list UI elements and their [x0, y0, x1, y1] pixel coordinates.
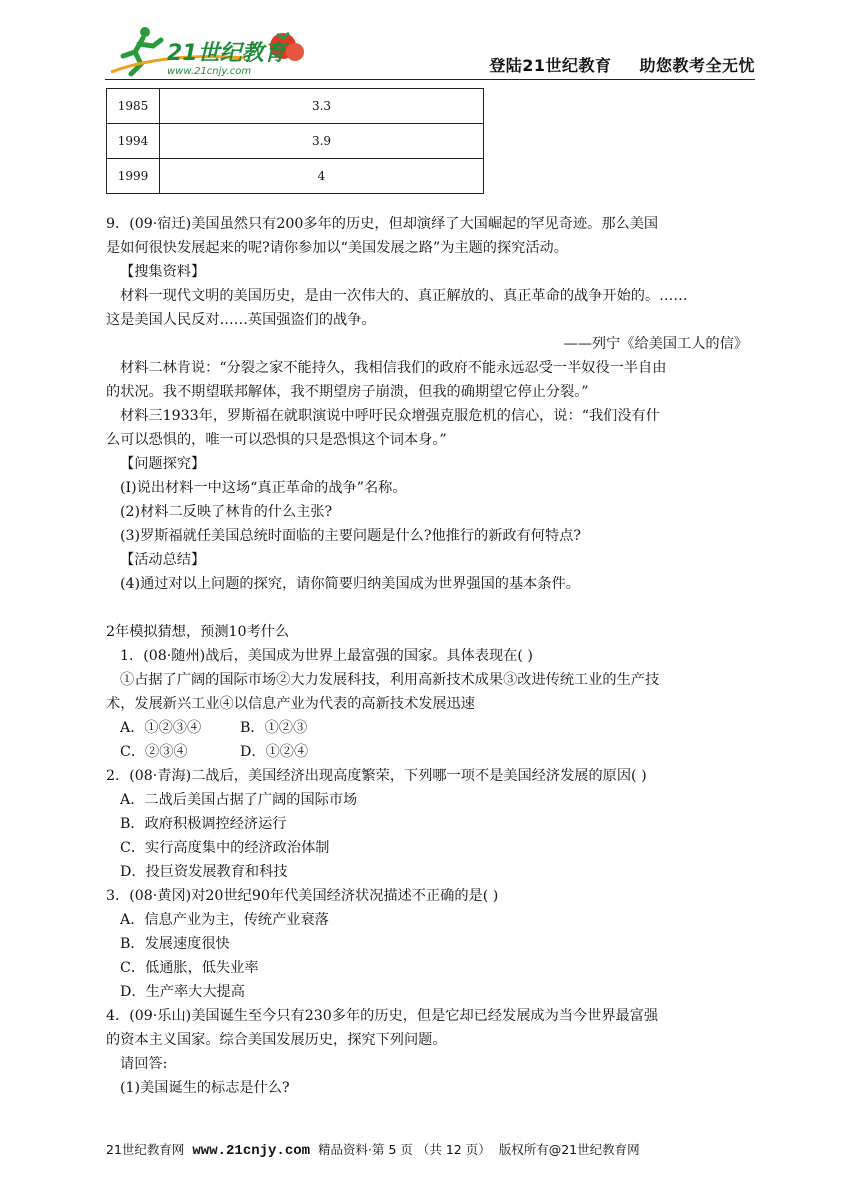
question-9 — [106, 212, 756, 596]
q9-heading: 【活动总结】 — [120, 552, 206, 568]
value-cell: 3.3 — [160, 89, 484, 124]
q9-heading: 【搜集资料】 — [120, 264, 206, 280]
value-cell: 3.9 — [160, 124, 484, 159]
q9-material: 的状况。我不期望联邦解体，我不期望房子崩溃，但我的确期望它停止分裂。” — [106, 384, 589, 400]
option-c: C．低通胀，低失业率 — [120, 960, 259, 976]
option-a: A．①②③④ — [120, 720, 202, 736]
option-d: D．投巨资发展教育和科技 — [120, 864, 288, 880]
question-body: ①占据了广阔的国际市场②大力发展科技，利用高新技术成果③改进传统工业的生产技 — [120, 672, 660, 688]
mock-question-1 — [106, 644, 756, 764]
options-row — [106, 740, 756, 764]
document-body — [106, 212, 756, 1100]
footer-copyright: 版权所有@21世纪教育网 — [498, 1142, 640, 1157]
q9-material: 材料二林肯说：“分裂之家不能持久，我相信我们的政府不能永远忍受一半奴役一半自由 — [120, 360, 667, 376]
year-cell: 1994 — [107, 124, 160, 159]
value-cell: 4 — [160, 159, 484, 194]
option-a: A．信息产业为主，传统产业衰落 — [120, 912, 329, 928]
section-title: 2年模拟猜想，预测10考什么 — [106, 624, 290, 640]
option-b: B．①②③ — [240, 720, 308, 736]
q4-subquestion: (1)美国诞生的标志是什么? — [120, 1080, 290, 1096]
question-prompt: 请回答: — [120, 1056, 168, 1072]
table-row — [107, 159, 484, 194]
table-row — [107, 89, 484, 124]
q9-subquestion: (I)说出材料一中这场“真正革命的战争”名称。 — [120, 480, 407, 496]
option-a: A．二战后美国占据了广阔的国际市场 — [120, 792, 358, 808]
question-stem: 4．(09·乐山)美国诞生至今只有230多年的历史，但是它却已经发展成为当今世界最富强 — [106, 1008, 659, 1024]
page-footer — [106, 1140, 756, 1159]
option-d: D．①②④ — [240, 744, 309, 760]
mock-question-3 — [106, 884, 756, 1004]
q9-heading: 【问题探究】 — [120, 456, 206, 472]
logo-url: www.21cnjy.com — [167, 66, 252, 77]
data-table — [106, 88, 484, 194]
site-logo — [105, 22, 305, 80]
header-divider — [105, 79, 755, 80]
q9-line: 是如何很快发展起来的呢?请你参加以“美国发展之路”为主题的探究活动。 — [106, 240, 568, 256]
q9-material: 么可以恐惧的，唯一可以恐惧的只是恐惧这个词本身。” — [106, 432, 447, 448]
footer-site: 21世纪教育网 — [106, 1142, 185, 1157]
option-d: D．生产率大大提高 — [120, 984, 245, 1000]
q9-subquestion: (4)通过对以上问题的探究，请你简要归纳美国成为世界强国的基本条件。 — [120, 576, 580, 592]
q9-material: 材料一现代文明的美国历史，是由一次伟大的、真正解放的、真正革命的战争开始的。…… — [120, 288, 688, 304]
q9-material: 材料三1933年，罗斯福在就职演说中呼吁民众增强克服危机的信心，说：“我们没有什 — [120, 408, 660, 424]
q9-subquestion: (2)材料二反映了林肯的什么主张? — [120, 504, 333, 520]
question-body: 术，发展新兴工业④以信息产业为代表的高新技术发展迅速 — [106, 696, 475, 712]
option-b: B．发展速度很快 — [120, 936, 230, 952]
footer-url[interactable]: www.21cnjy.com — [192, 1143, 311, 1159]
footer-page-info: 精品资料·第 5 页 （共 12 页） — [318, 1142, 491, 1157]
slogan-left: 登陆21世纪教育 — [489, 56, 612, 75]
slogan-right: 助您教考全无忧 — [639, 56, 755, 75]
question-stem: 2．(08·青海)二战后，美国经济出现高度繁荣，下列哪一项不是美国经济发展的原因( ) — [106, 768, 647, 784]
header-slogan — [461, 53, 755, 76]
q9-line: 9．(09·宿迁)美国虽然只有200多年的历史，但却演绎了大国崛起的罕见奇迹。那么美国 — [106, 216, 659, 232]
option-c: C．②③④ — [120, 744, 188, 760]
year-cell: 1985 — [107, 89, 160, 124]
year-cell: 1999 — [107, 159, 160, 194]
q9-source: ——列宁《给美国工人的信》 — [563, 336, 748, 352]
question-stem: 的资本主义国家。综合美国发展历史，探究下列问题。 — [106, 1032, 447, 1048]
mock-question-4 — [106, 1004, 756, 1100]
mock-question-2 — [106, 764, 756, 884]
option-b: B．政府积极调控经济运行 — [120, 816, 287, 832]
options-row — [106, 716, 756, 740]
logo-text: 21世纪教育 — [167, 41, 286, 66]
question-stem: 3．(08·黄冈)对20世纪90年代美国经济状况描述不正确的是( ) — [106, 888, 499, 904]
q9-material: 这是美国人民反对……英国强盗们的战争。 — [106, 312, 376, 328]
q9-subquestion: (3)罗斯福就任美国总统时面临的主要问题是什么?他推行的新政有何特点? — [120, 528, 581, 544]
table-row — [107, 124, 484, 159]
page-header — [105, 22, 755, 80]
option-c: C．实行高度集中的经济政治体制 — [120, 840, 330, 856]
question-stem: 1．(08·随州)战后，美国成为世界上最富强的国家。具体表现在( ) — [120, 648, 533, 664]
